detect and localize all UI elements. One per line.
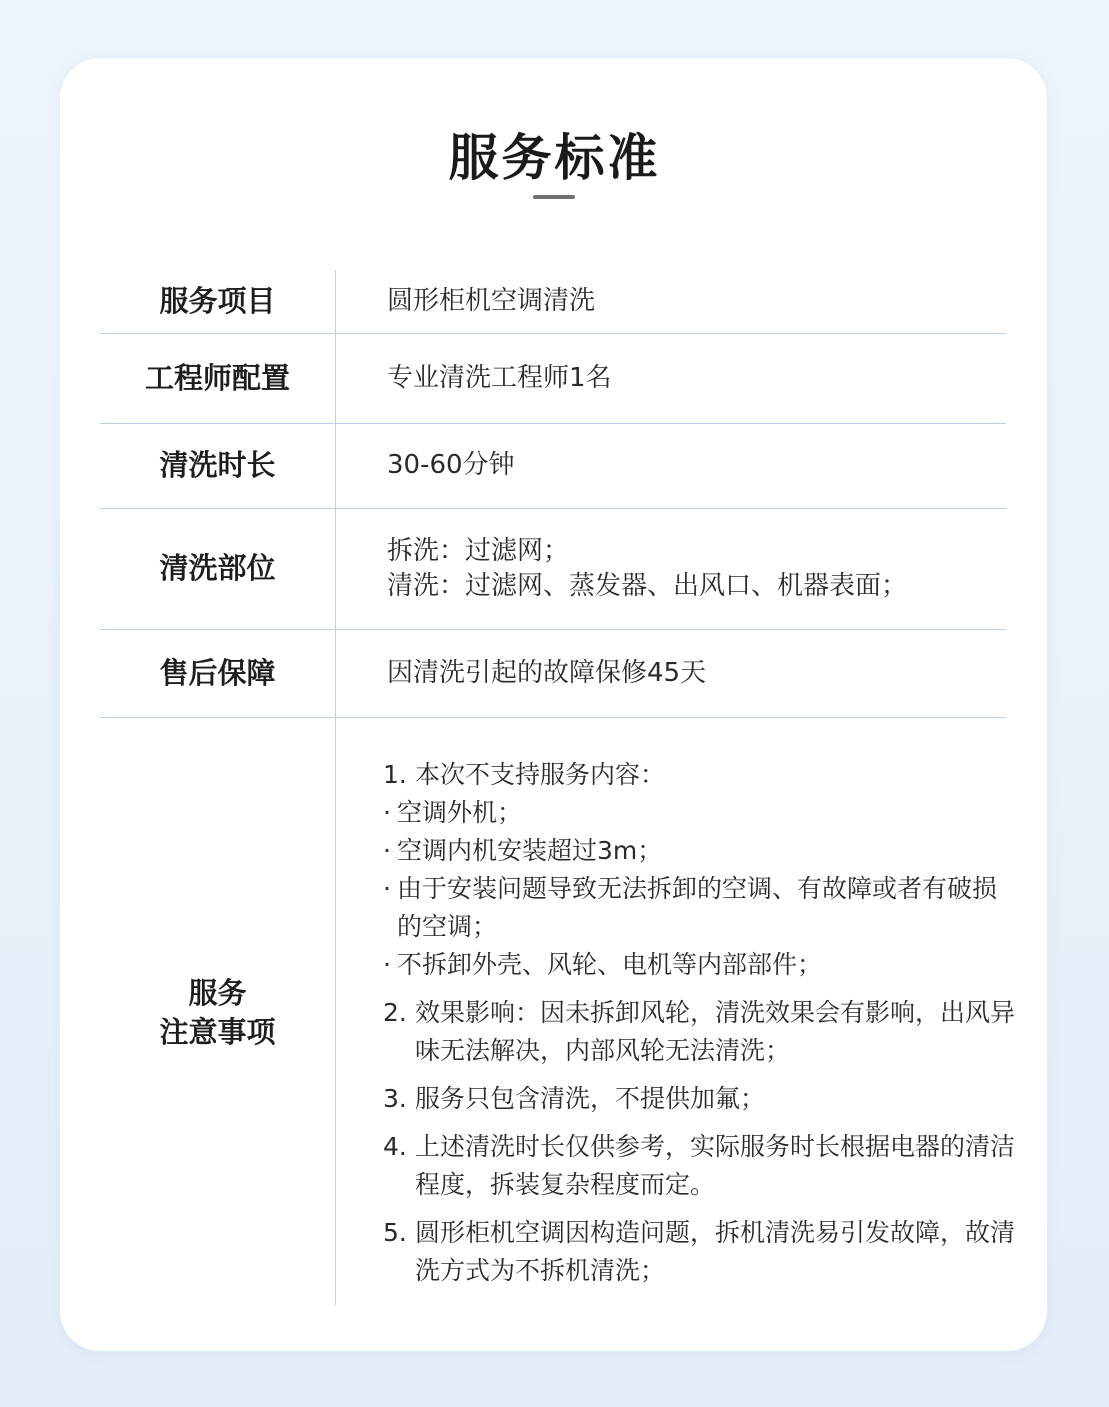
value-line: 清洗：过滤网、蒸发器、出风口、机器表面； — [387, 571, 908, 601]
note-number: 4. — [383, 1132, 407, 1161]
row-value: 圆形柜机空调清洗 — [387, 285, 596, 316]
row-value — [387, 509, 1006, 629]
row-label: 售后保障 — [159, 655, 276, 690]
note-bullet — [383, 870, 1026, 946]
note-number: 2. — [383, 998, 407, 1027]
note-bullet — [383, 946, 1026, 984]
note-item — [383, 756, 1026, 984]
bullet-text: 由于安装问题导致无法拆卸的空调、有故障或者有破损的空调； — [397, 874, 998, 941]
table-row — [100, 509, 1006, 630]
note-item — [383, 1080, 1026, 1118]
row-value: 专业清洗工程师1名 — [387, 362, 612, 393]
note-text: 服务只包含清洗，不提供加氟； — [415, 1084, 766, 1113]
notes-label-line: 服务 — [188, 975, 247, 1010]
bullet-dot: · — [383, 836, 391, 865]
row-label: 清洗部位 — [159, 551, 276, 586]
table-row — [100, 424, 1006, 509]
note-text: 圆形柜机空调因构造问题，拆机清洗易引发故障，故清洗方式为不拆机清洗； — [415, 1218, 1016, 1285]
bullet-text: 空调内机安装超过3m； — [397, 836, 663, 865]
value-line: 拆洗：过滤网； — [387, 535, 570, 566]
row-value: 因清洗引起的故障保修45天 — [387, 657, 707, 688]
table-row — [100, 270, 1006, 334]
notes-label-line: 注意事项 — [159, 1015, 276, 1049]
note-item — [383, 1128, 1026, 1204]
row-value: 30-60分钟 — [387, 450, 515, 481]
note-text: 效果影响：因未拆卸风轮，清洗效果会有影响，出风异味无法解决，内部风轮无法清洗； — [415, 998, 1016, 1065]
note-item — [383, 994, 1026, 1070]
note-heading: 本次不支持服务内容： — [415, 760, 666, 789]
row-label: 清洗时长 — [159, 448, 276, 483]
note-bullet — [383, 794, 1026, 832]
service-table — [100, 270, 1016, 1308]
note-text: 上述清洗时长仅供参考，实际服务时长根据电器的清洁程度，拆装复杂程度而定。 — [415, 1132, 1016, 1199]
bullet-dot: · — [383, 874, 391, 903]
notes-row — [100, 718, 1016, 1308]
notes-label — [100, 718, 335, 1308]
table-row — [100, 334, 1006, 424]
note-item — [383, 1214, 1026, 1290]
note-number: 5. — [383, 1218, 407, 1247]
notes-list — [383, 756, 1026, 1300]
table-row — [100, 630, 1006, 718]
bullet-dot: · — [383, 798, 391, 827]
row-label: 工程师配置 — [144, 360, 290, 395]
bullet-text: 空调外机； — [397, 798, 523, 827]
row-label: 服务项目 — [159, 283, 276, 318]
bullet-text: 不拆卸外壳、风轮、电机等内部部件； — [397, 950, 823, 979]
title-underline — [533, 195, 575, 199]
note-bullet — [383, 832, 1026, 870]
note-number: 1. — [383, 760, 407, 789]
page-title: 服务标准 — [448, 129, 661, 187]
note-number: 3. — [383, 1084, 407, 1113]
bullet-dot: · — [383, 950, 391, 979]
